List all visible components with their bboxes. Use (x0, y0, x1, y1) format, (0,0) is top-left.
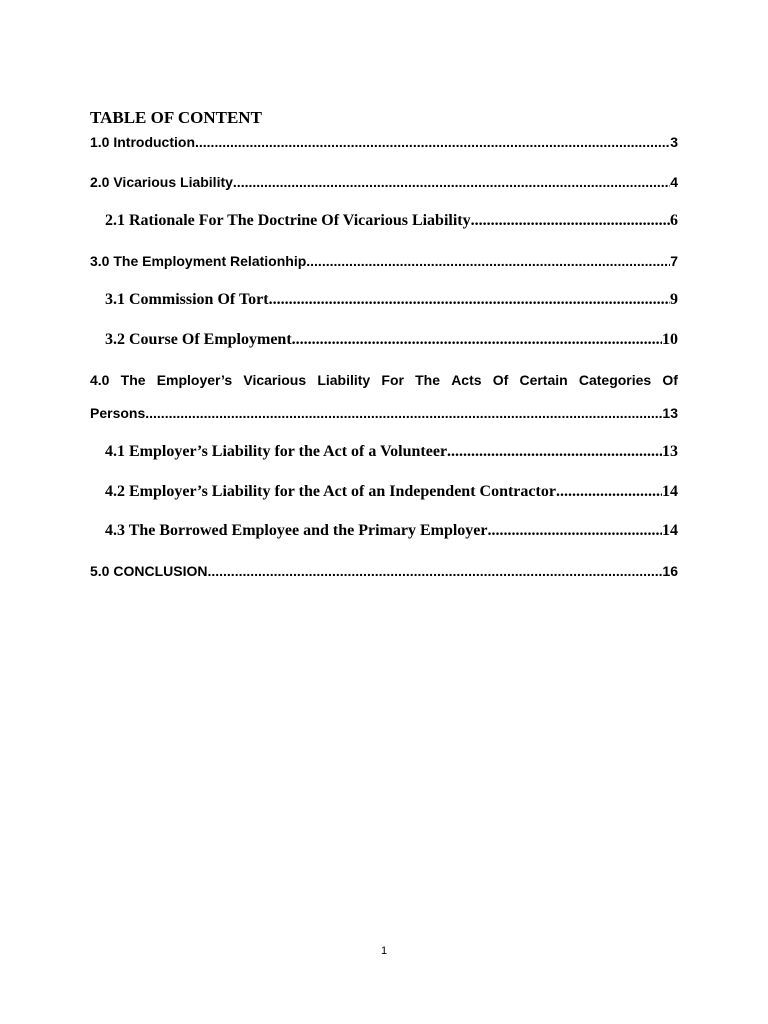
toc-entry-label: 3.2 Course Of Employment (105, 331, 292, 348)
toc-entry-rationale[interactable] (105, 210, 678, 232)
toc-entry-borrowed-employee[interactable] (105, 520, 678, 542)
toc-word: Of (492, 372, 509, 388)
dot-leader (292, 329, 662, 351)
toc-entry-page: 10 (662, 331, 678, 348)
toc-entry-volunteer[interactable] (105, 441, 678, 463)
toc-word: 4.0 (90, 372, 110, 388)
toc-word: For (381, 372, 404, 388)
toc-entry-employer-liability-line2[interactable] (90, 402, 678, 424)
toc-title: TABLE OF CONTENT (90, 108, 262, 127)
toc-word: Vicarious (243, 372, 307, 388)
dot-leader (233, 171, 670, 193)
toc-entry-commission-of-tort[interactable] (105, 289, 678, 311)
toc-entry-page: 16 (662, 563, 678, 579)
toc-word: The (415, 372, 441, 388)
toc-entry-label: 4.1 Employer’s Liability for the Act of a Volunteer (105, 443, 448, 460)
toc-entry-label: 4.2 Employer’s Liability for the Act of an Independent Contractor (105, 483, 556, 500)
toc-entry-page: 6 (670, 212, 678, 229)
toc-entry-vicarious-liability[interactable] (90, 171, 678, 193)
dot-leader (471, 210, 670, 232)
toc-entry-introduction[interactable] (90, 131, 678, 153)
dot-leader (269, 289, 670, 311)
dot-leader (207, 560, 662, 582)
toc-entry-label: 2.0 Vicarious Liability (90, 174, 233, 190)
dot-leader (306, 250, 670, 272)
toc-entry-employer-liability-line1[interactable] (90, 369, 678, 391)
toc-entry-label: 3.1 Commission Of Tort (105, 291, 269, 308)
page-number: 1 (380, 945, 388, 957)
dot-leader (145, 402, 662, 424)
toc-entry-label: 3.0 The Employment Relationhip (90, 253, 307, 269)
toc-entry-page: 14 (662, 522, 678, 539)
toc-word: Liability (317, 372, 371, 388)
dot-leader (195, 131, 670, 153)
toc-entry-course-of-employment[interactable] (105, 329, 678, 351)
dot-leader (447, 441, 662, 463)
toc-entry-label: 2.1 Rationale For The Doctrine Of Vicarious Liability (105, 212, 471, 229)
toc-entry-page: 14 (662, 483, 678, 500)
toc-entry-label: 5.0 CONCLUSION (90, 563, 208, 579)
toc-entry-page: 3 (670, 134, 678, 150)
toc-word: Employer’s (156, 372, 233, 388)
toc-entry-page: 9 (670, 291, 678, 308)
toc-word: The (120, 372, 146, 388)
toc-entry-page: 4 (670, 174, 678, 190)
toc-entry-page: 13 (662, 405, 678, 421)
toc-entry-employment-relationship[interactable] (90, 250, 678, 272)
dot-leader (488, 520, 663, 542)
toc-entry-page: 7 (670, 253, 678, 269)
dot-leader (556, 481, 662, 503)
toc-entry-label: Persons (90, 405, 146, 421)
toc-entry-conclusion[interactable] (90, 560, 678, 582)
toc-word: Acts (451, 372, 482, 388)
toc-word: Of (662, 372, 678, 388)
toc-word: Certain (519, 372, 568, 388)
toc-entry-label: 4.3 The Borrowed Employee and the Primary Employer (105, 522, 488, 539)
toc-entry-label: 1.0 Introduction (90, 134, 195, 150)
toc-word: Categories (578, 372, 652, 388)
toc-entry-independent-contractor[interactable] (105, 481, 678, 503)
toc-entry-page: 13 (662, 443, 678, 460)
